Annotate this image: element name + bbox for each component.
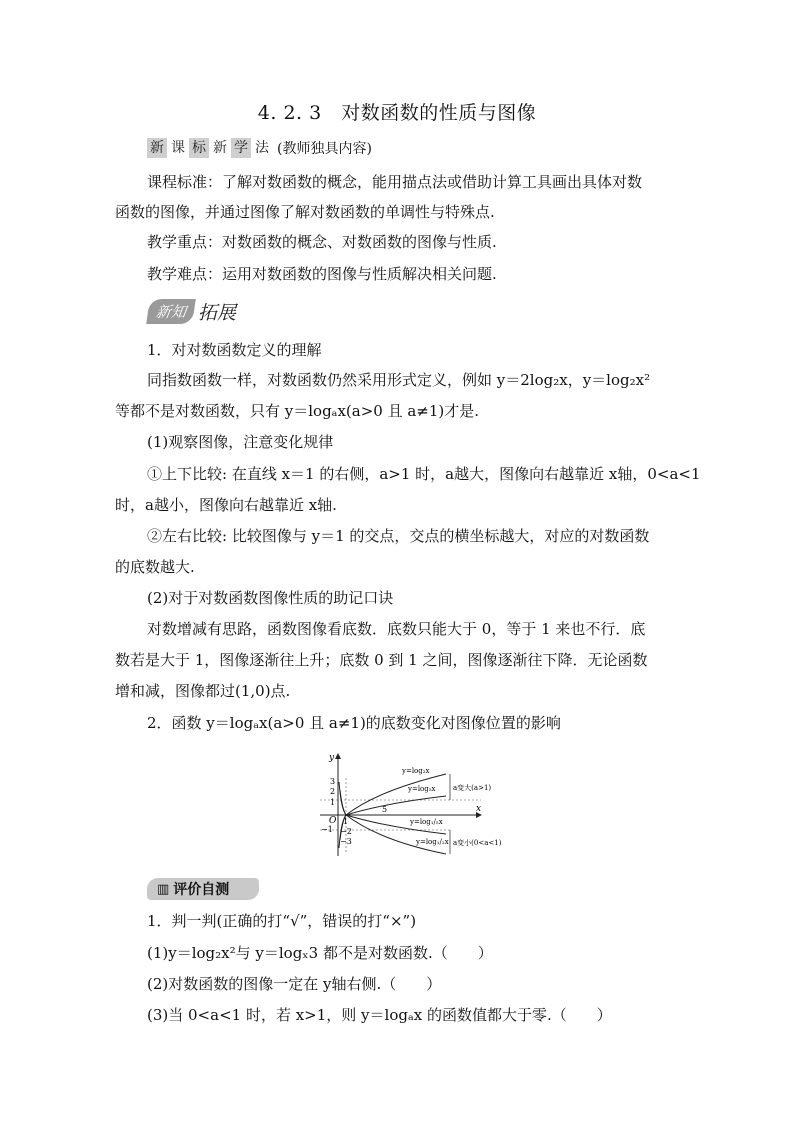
- new-curriculum-banner: [147, 137, 372, 159]
- item1-paragraph-line-2: 等都不是对数函数，只有 y＝logₐx(a>0 且 a≠1)才是.: [115, 402, 480, 420]
- tick-label: 5: [382, 805, 388, 814]
- note-a-small: a变小(0<a<1): [453, 839, 502, 847]
- item1-paragraph-line-1: 同指数函数一样，对数函数仍然采用形式定义，例如 y＝2log₂x，y＝log₂x²: [147, 371, 651, 389]
- banner-char: 学: [231, 138, 251, 158]
- curve-label-log1-5: y=log₁/₅x: [410, 818, 443, 826]
- item1-sub2-line-3: 增和减，图像都过(1,0)点.: [115, 682, 291, 700]
- question-1-1: (1)y＝log₂x²与 y＝logₓ3 都不是对数函数.（ ）: [147, 944, 493, 962]
- item1-sub2-line-1: 对数增减有思路，函数图像看底数．底数只能大于 0，等于 1 来也不行．底: [147, 620, 646, 638]
- banner-char: 新: [147, 138, 167, 158]
- tick-label: −3: [340, 837, 352, 846]
- banner-char: 课: [171, 140, 185, 156]
- item1-sub2-line-2: 数若是大于 1，图像逐渐往上升；底数 0 到 1 之间，图像逐渐往下降．无论函数: [115, 651, 648, 669]
- extension-label: 拓展: [198, 301, 237, 324]
- teaching-key-point: 教学重点：对数函数的概念、对数函数的图像与性质.: [147, 233, 497, 251]
- banner-char: 标: [189, 138, 209, 158]
- logarithm-graph-figure: [316, 748, 516, 858]
- banner-note: (教师独具内容): [277, 141, 372, 157]
- tick-label: 1: [330, 798, 336, 807]
- banner-char: 新: [213, 140, 227, 156]
- curve-label-log5: y=log₅x: [408, 785, 436, 793]
- item1-sub1-heading: (1)观察图像，注意变化规律: [147, 433, 334, 451]
- item1-sub1a-line-1: ①上下比较: 在直线 x＝1 的右侧，a>1 时，a越大，图像向右越靠近 x轴，0<a<1: [147, 465, 701, 483]
- item1-sub1b-line-1: ②左右比较: 比较图像与 y＝1 的交点，交点的横坐标越大，对应的对数函数: [147, 527, 650, 545]
- question-1: 1．判一判(正确的打“√”，错误的打“×”): [147, 912, 417, 930]
- item1-sub1b-line-2: 的底数越大.: [115, 558, 195, 576]
- tick-label: −1: [321, 825, 333, 834]
- tick-label: 1: [343, 817, 349, 826]
- self-evaluation-title: 评价自测: [173, 882, 230, 898]
- tick-label: 2: [330, 787, 336, 796]
- tick-label: 3: [330, 777, 336, 786]
- page-title: 4. 2. 3 对数函数的性质与图像: [257, 102, 537, 124]
- origin-label: O: [329, 816, 337, 826]
- new-knowledge-badge: 新知: [146, 299, 196, 324]
- item2-heading: 2．函数 y＝logₐx(a>0 且 a≠1)的底数变化对图像位置的影响: [147, 714, 561, 732]
- bar-chart-icon: ▥: [157, 881, 170, 897]
- item1-sub1a-line-2: 时，a越小，图像向右越靠近 x轴.: [115, 496, 337, 514]
- y-axis-label: y: [329, 753, 335, 763]
- tick-label: −2: [340, 827, 352, 836]
- curriculum-standard-line-1: 课程标准：了解对数函数的概念，能用描点法或借助计算工具画出具体对数: [147, 173, 643, 191]
- x-axis-label: x: [476, 804, 482, 814]
- note-a-big: a变大(a>1): [453, 784, 492, 792]
- self-evaluation-banner: [147, 878, 259, 900]
- curriculum-standard-line-2: 函数的图像，并通过图像了解对数函数的单调性与特殊点.: [115, 203, 495, 221]
- banner-char: 法: [255, 140, 269, 156]
- item1-heading: 1．对对数函数定义的理解: [147, 341, 322, 359]
- teaching-difficulty: 教学难点：运用对数函数的图像与性质解决相关问题.: [147, 265, 497, 283]
- curve-label-log1-2: y=log₁/₂x: [416, 838, 449, 846]
- question-1-2: (2)对数函数的图像一定在 y轴右侧.（ ）: [147, 975, 442, 993]
- curve-label-log2: y=log₂x: [402, 767, 430, 775]
- new-knowledge-banner: [148, 298, 236, 324]
- item1-sub2-heading: (2)对于对数函数图像性质的助记口诀: [147, 589, 394, 607]
- question-1-3: (3)当 0<a<1 时，若 x>1，则 y＝logₐx 的函数值都大于零.（ ）: [147, 1006, 612, 1024]
